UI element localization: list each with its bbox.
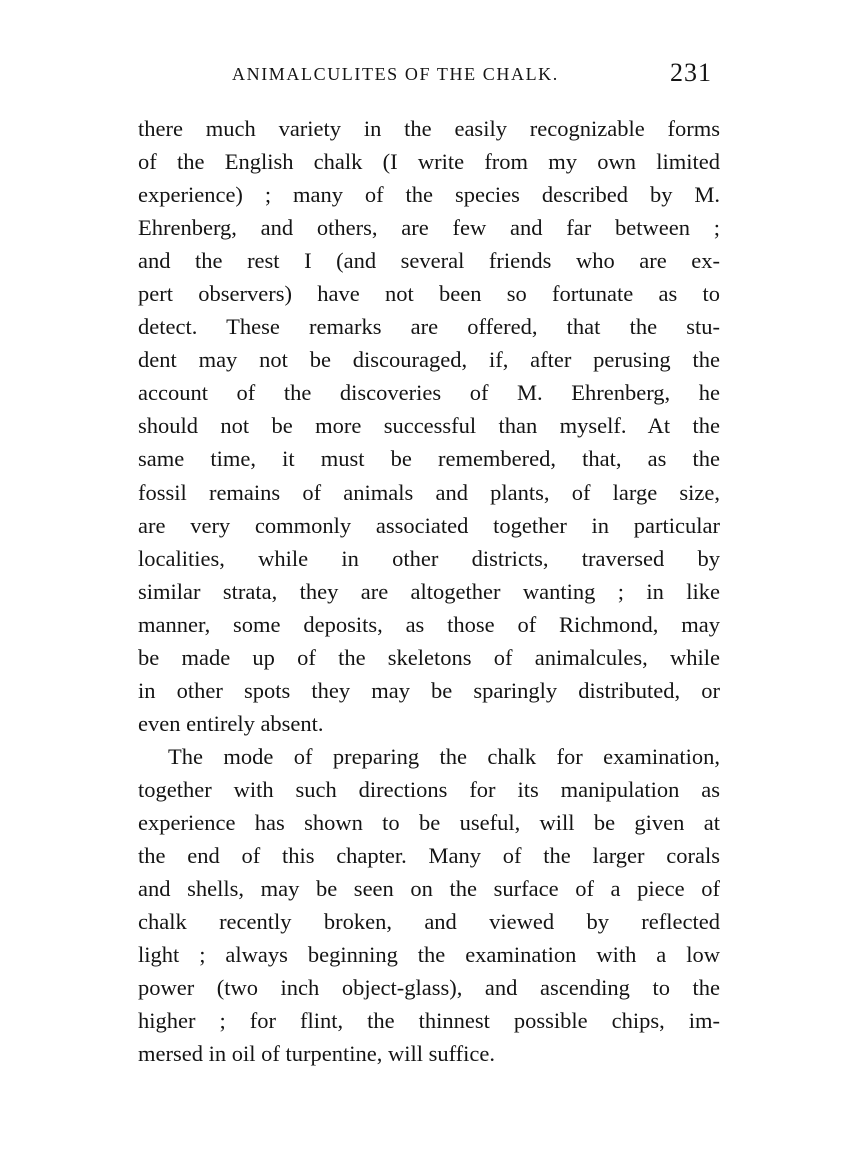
- text-line: similar strata, they are altogether wanting ; in like: [138, 578, 720, 604]
- text-line: experience has shown to be useful, will be given at: [138, 809, 720, 835]
- text-line: manner, some deposits, as those of Richmond, may: [138, 611, 720, 637]
- text-line: experience) ; many of the species described by M.: [138, 182, 720, 208]
- text-line: the end of this chapter. Many of the larger corals: [138, 843, 720, 869]
- page-number: 231: [670, 58, 712, 87]
- text-line: be made up of the skeletons of animalcules, while: [138, 644, 720, 670]
- text-line: there much variety in the easily recognizable forms: [138, 116, 720, 141]
- text-line: are very commonly associated together in particular: [138, 512, 720, 538]
- text-line: fossil remains of animals and plants, of large size,: [138, 479, 720, 505]
- text-line: mersed in oil of turpentine, will suffice.: [138, 1041, 496, 1067]
- text-line: light ; always beginning the examination with a low: [138, 942, 720, 968]
- running-title: ANIMALCULITES OF THE CHALK.: [232, 64, 559, 84]
- text-line: The mode of preparing the chalk for examination,: [168, 743, 720, 769]
- text-line: of the English chalk (I write from my own limited: [138, 149, 720, 175]
- text-line: higher ; for flint, the thinnest possible chips, im-: [138, 1008, 720, 1034]
- text-line: chalk recently broken, and viewed by reflected: [138, 909, 720, 935]
- text-line: same time, it must be remembered, that, as the: [138, 446, 720, 472]
- text-line: together with such directions for its manipulation as: [138, 776, 720, 802]
- text-line: should not be more successful than myself. At the: [138, 413, 720, 439]
- text-line: dent may not be discouraged, if, after perusing the: [138, 347, 720, 373]
- text-line: pert observers) have not been so fortunate as to: [138, 281, 720, 307]
- body-text: [138, 112, 720, 1070]
- text-line: even entirely absent.: [138, 710, 324, 736]
- text-line: power (two inch object-glass), and ascending to the: [138, 975, 720, 1001]
- text-line: account of the discoveries of M. Ehrenberg, he: [138, 380, 720, 406]
- text-line: Ehrenberg, and others, are few and far between ;: [138, 215, 720, 241]
- text-line: in other spots they may be sparingly distributed, or: [138, 677, 720, 703]
- paragraph-1: [138, 112, 720, 740]
- text-line: detect. These remarks are offered, that the stu-: [138, 314, 720, 340]
- text-line: localities, while in other districts, traversed by: [138, 545, 720, 571]
- text-line: and shells, may be seen on the surface of a piece of: [138, 876, 720, 902]
- running-head: [138, 58, 712, 92]
- paragraph-2: [138, 740, 720, 1070]
- text-line: and the rest I (and several friends who are ex-: [138, 248, 720, 274]
